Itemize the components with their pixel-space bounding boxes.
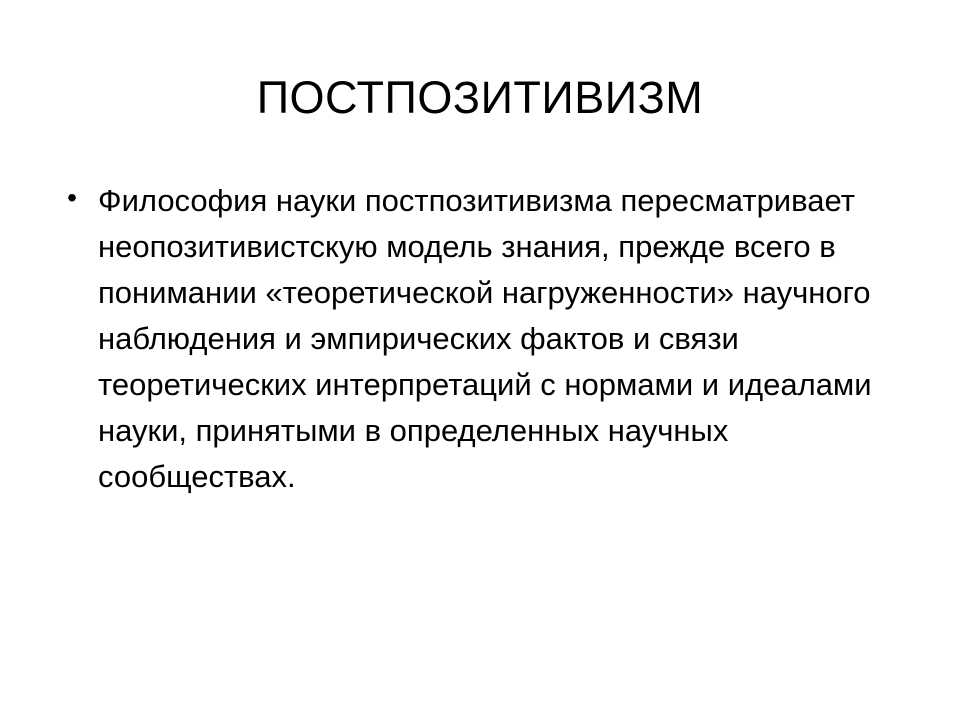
bullet-text: Философия науки постпозитивизма пересматривает неопозитивистскую модель знания, прежде всего в понимании «теоретической нагруженности» научного наблюдения и эмпирических фактов и связи теоретических интерпретаций с нормами и идеалами науки, принятыми в определенных научных сообществах. [98,183,872,494]
slide-title: ПОСТПОЗИТИВИЗМ [256,72,704,123]
bullet-item [60,178,900,500]
bullet-dot-icon: • [67,182,77,213]
bullet-list [60,178,900,500]
